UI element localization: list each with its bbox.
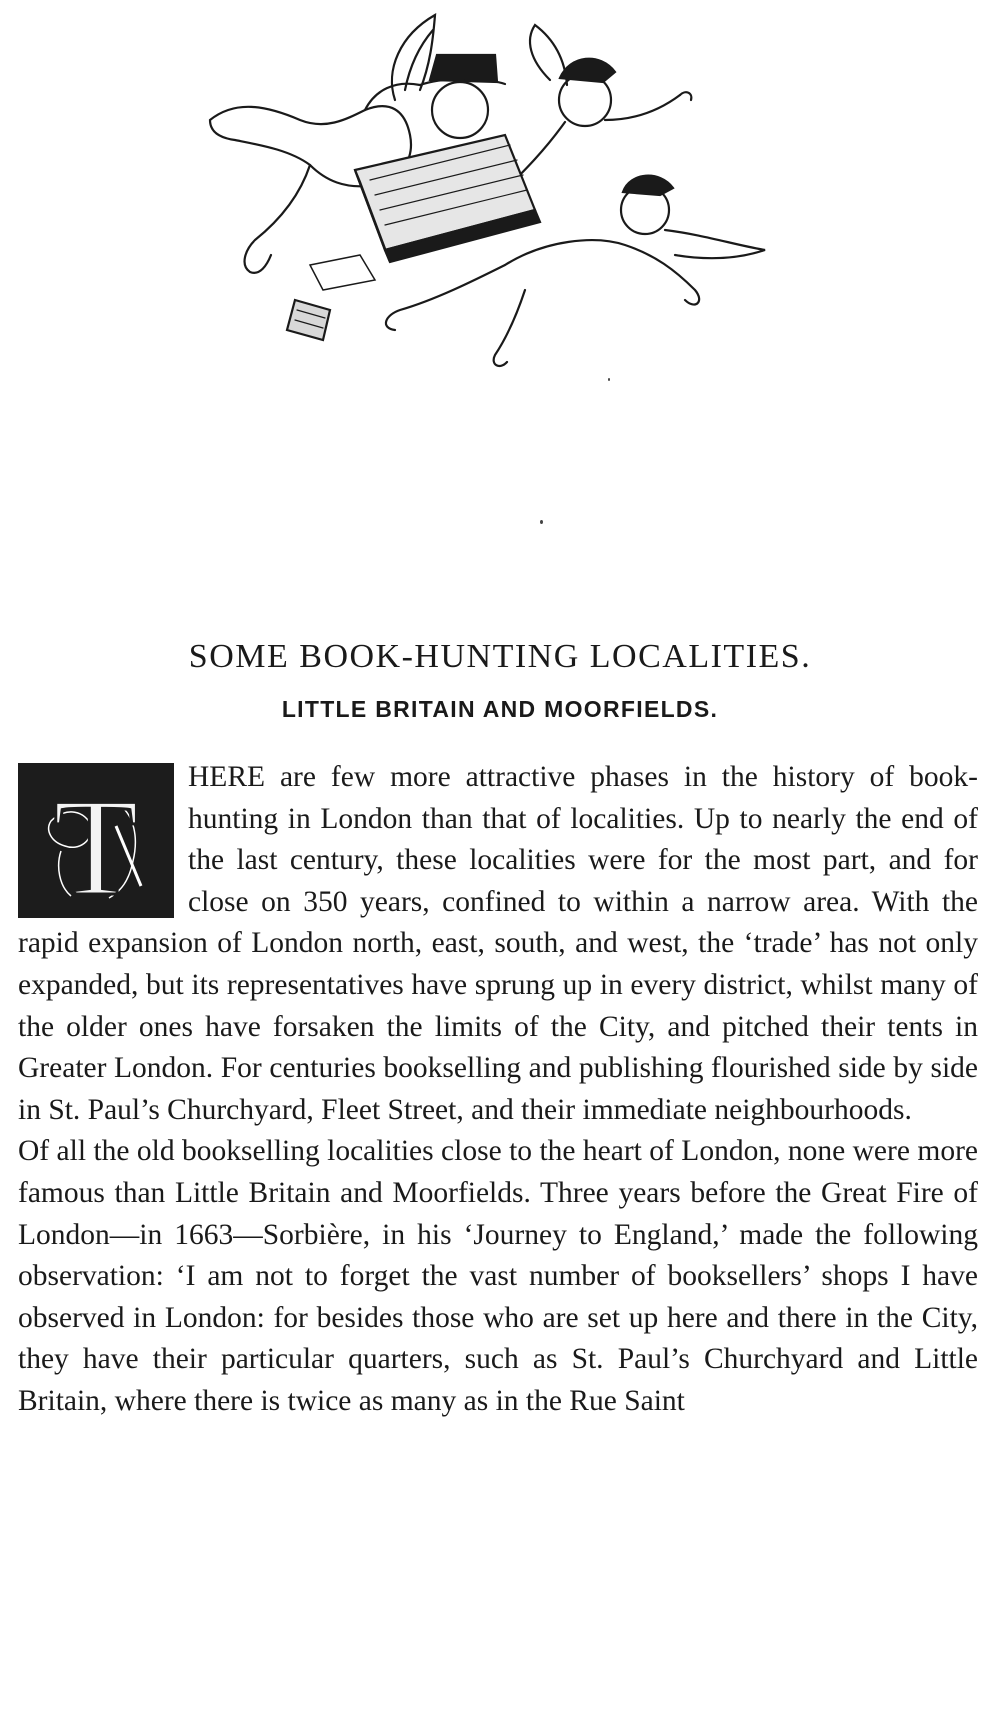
paragraph: Of all the old bookselling localities close to the heart of London, none were more famous than Little Britain and Moorfields. Three years before the Great Fire of London—in 1663—Sorbière, in his ‘Journey to England,’ made the following observation: ‘I am not to forget the vast number of booksellers’ shops I have observed in London: for besides those who are set up here and there in the City, they have their particular quarters, such as St. Paul’s Churchyard and Little Britain, where there is twice as many as in the Rue Saint (18, 1135, 978, 1417)
header-illustration (205, 10, 785, 395)
cherubs-carrying-book-icon (205, 10, 785, 395)
drop-cap (18, 763, 174, 918)
paragraph-text: HERE are few more attractive phases in the history of book-hunting in London than that of localities. Up to nearly the end of the last century, these localities were for the most part, and for close on 350 years, confined to within a narrow area. With the rapid expansion of London north, east, south, and west, the ‘trade’ has not only expanded, but its representatives have sprung up in every district, whilst many of the older ones have forsaken the limits of the City, and pitched their tents in Greater London. For centuries bookselling and publishing flourished side by side in St. Paul’s Churchyard, Fleet Street, and their immediate neighbourhoods. (18, 761, 978, 1126)
page-title: SOME BOOK-HUNTING LOCALITIES. (188, 637, 812, 675)
drop-cap-letter: T (53, 770, 139, 915)
article-body (18, 757, 978, 1423)
paragraph (18, 757, 978, 1131)
section-subtitle: LITTLE BRITAIN AND MOORFIELDS. (281, 696, 719, 722)
ink-speck (540, 520, 543, 524)
ink-speck (608, 378, 610, 381)
